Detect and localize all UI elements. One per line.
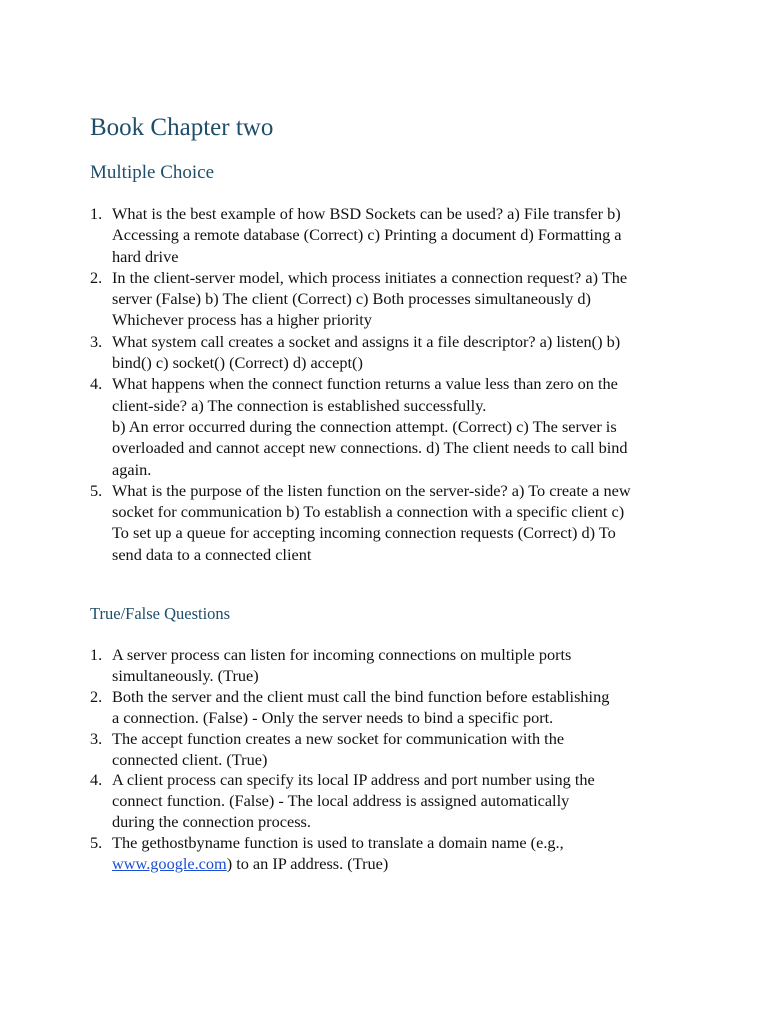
item-number: 2.	[90, 267, 103, 287]
item-number: 4.	[90, 374, 103, 394]
item-text-line: What is the best example of how BSD Sockets can be used? a) File transfer b)	[112, 204, 621, 223]
item-number: 3.	[90, 331, 103, 351]
item-text-line: during the connection process.	[112, 812, 311, 832]
item-text-line: What is the purpose of the listen function on the server-side? a) To create a new	[112, 480, 631, 500]
multiple-choice-list	[0, 203, 672, 565]
item-text-line: server (False) b) The client (Correct) c) Both processes simultaneously d)	[112, 289, 591, 309]
item-text-line: To set up a queue for accepting incoming connection requests (Correct) d) To	[112, 523, 616, 543]
item-text-line: What system call creates a socket and assigns it a file descriptor? a) listen() b)	[112, 331, 621, 351]
item-text-line: client-side? a) The connection is established successfully.	[112, 395, 487, 415]
item-number: 4.	[90, 770, 103, 790]
item-number: 1.	[90, 204, 103, 223]
item-text-line: socket for communication b) To establish a connection with a specific client c)	[112, 502, 625, 522]
item-number: 1.	[90, 645, 103, 664]
item-text-line: a connection. (False) - Only the server needs to bind a specific port.	[112, 707, 554, 727]
list-item	[0, 373, 672, 479]
item-text-line: Both the server and the client must call the bind function before establishing	[112, 686, 610, 706]
item-text-line: The accept function creates a new socket for communication with the	[112, 728, 565, 748]
item-text-line: simultaneously. (True)	[112, 665, 259, 685]
item-text-line: b) An error occurred during the connection attempt. (Correct) c) The server is	[112, 416, 617, 436]
document-title: Book Chapter two	[90, 114, 274, 141]
list-item	[0, 331, 672, 374]
item-text-line: Whichever process has a higher priority	[112, 310, 372, 330]
item-text-line: connected client. (True)	[112, 749, 268, 769]
true-false-list	[0, 645, 672, 875]
item-text-line: hard drive	[112, 246, 179, 266]
list-item	[0, 833, 672, 875]
item-number: 2.	[90, 686, 103, 706]
list-item	[0, 267, 672, 331]
item-number: 3.	[90, 728, 103, 748]
list-item	[0, 645, 672, 687]
item-text-line: The gethostbyname function is used to translate a domain name (e.g.,	[112, 833, 564, 853]
multiple-choice-heading: Multiple Choice	[90, 162, 215, 183]
item-text-line: A client process can specify its local IP address and port number using the	[112, 770, 595, 790]
item-text: ) to an IP address. (True)	[226, 854, 389, 874]
item-text-line: A server process can listen for incoming connections on multiple ports	[112, 645, 572, 664]
item-text-line: again.	[112, 459, 152, 479]
item-text-line: bind() c) socket() (Correct) d) accept()	[112, 353, 363, 373]
item-text-line: What happens when the connect function returns a value less than zero on the	[112, 374, 618, 394]
list-item	[0, 687, 672, 729]
item-text-line: Accessing a remote database (Correct) c) Printing a document d) Formatting a	[112, 225, 622, 245]
item-text-line: In the client-server model, which process initiates a connection request? a) The	[112, 267, 628, 287]
list-item	[0, 203, 672, 267]
true-false-heading: True/False Questions	[90, 604, 231, 623]
list-item	[0, 480, 672, 565]
item-text-line: send data to a connected client	[112, 544, 312, 564]
item-text-line: connect function. (False) - The local address is assigned automatically	[112, 791, 570, 811]
item-number: 5.	[90, 833, 103, 853]
item-text-line: overloaded and cannot accept new connections. d) The client needs to call bind	[112, 438, 628, 458]
item-text-line	[112, 854, 672, 875]
list-item	[0, 770, 672, 833]
google-link[interactable]: www.google.com	[112, 854, 227, 874]
list-item	[0, 729, 672, 771]
item-number: 5.	[90, 480, 103, 500]
